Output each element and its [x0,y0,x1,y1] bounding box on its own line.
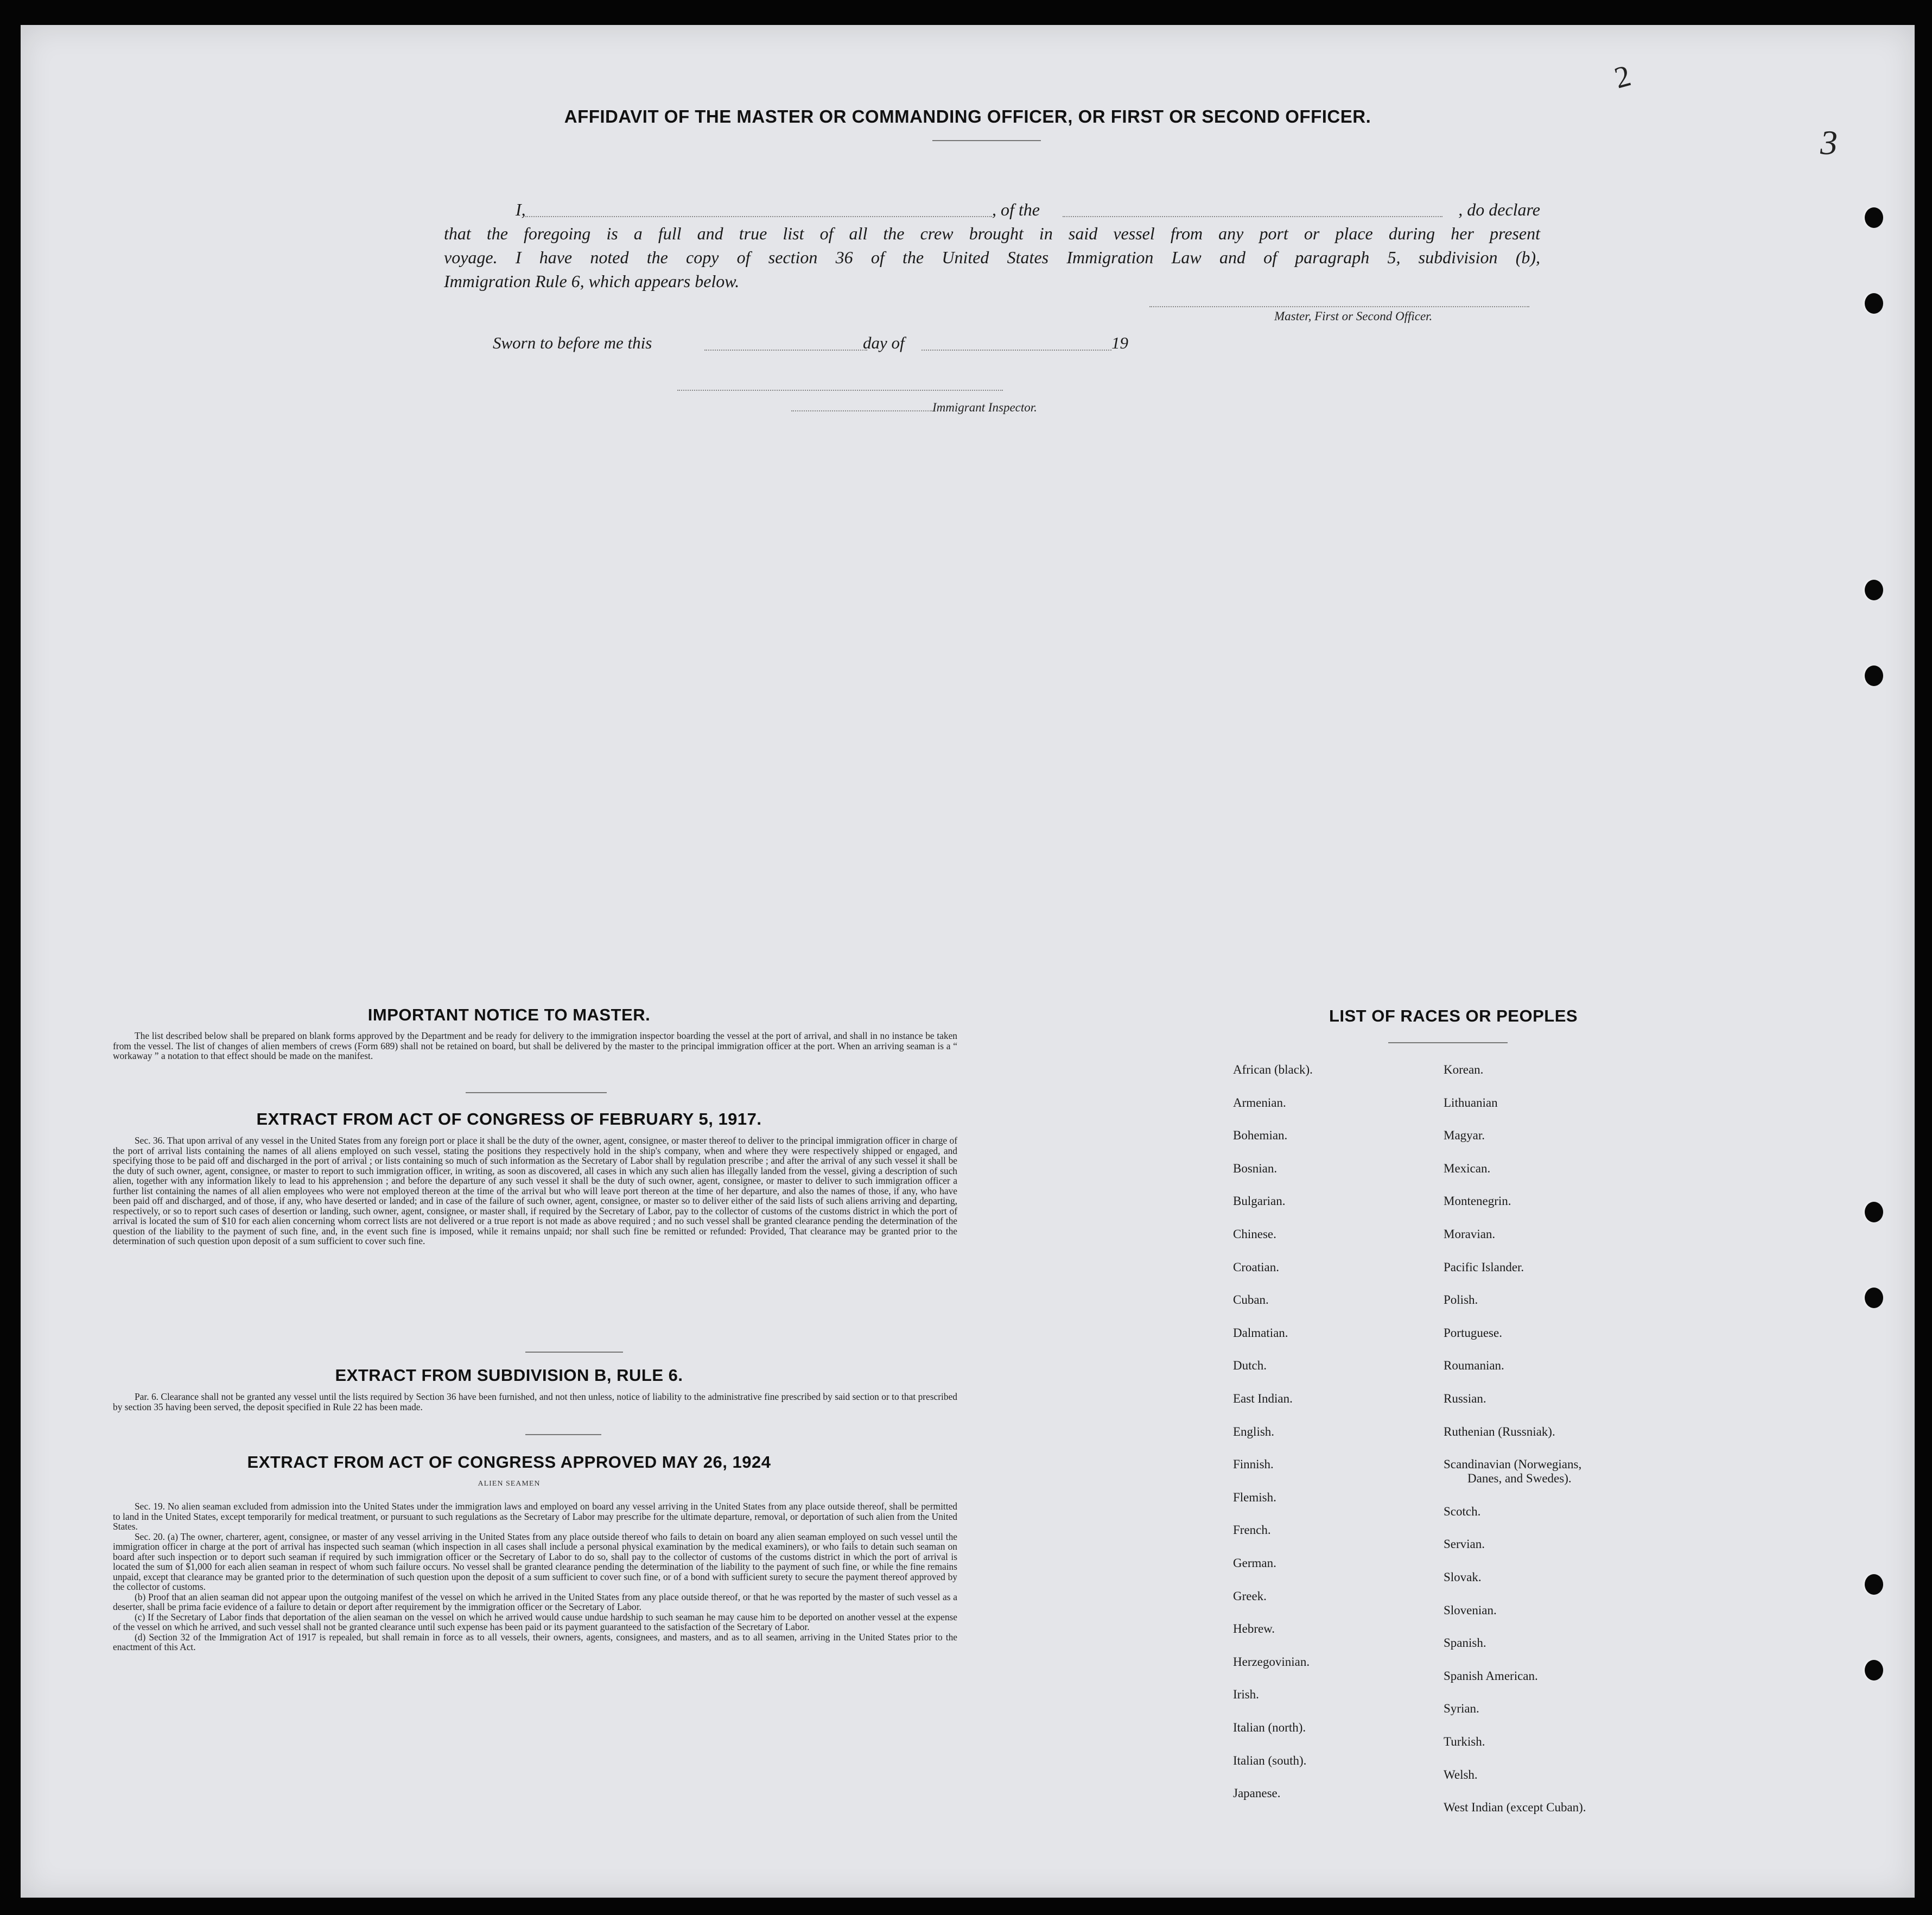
declaration-line: voyage. I have noted the copy of section 36 of the United States Immigration Law and of paragraph 5, subdivision (b), [444,248,1540,267]
master-signature-line [1149,306,1529,307]
race-item: Scotch. [1444,1504,1481,1518]
race-item: Herzegovinian. [1233,1654,1310,1669]
sec-20b: (b) Proof that an alien seaman did not appear upon the outgoing manifest of the vessel on which he arrived in the United States from any place outside thereof, or that he was reported by the master of such vessel as a deserter, shall be prima facie evidence of a failure to detain or deport after requirement by the immigration officer or the Secretary of Labor. [113,1591,957,1612]
race-item: Lithuanian [1444,1095,1498,1109]
punch-hole [1865,1288,1883,1308]
punch-hole [1865,1660,1883,1681]
race-item: Servian. [1444,1537,1485,1551]
extract-1924-body [113,1501,957,1652]
month-blank [921,350,1111,351]
punch-hole [1865,580,1883,600]
handwritten-mark: 3 [1820,123,1838,162]
race-item: Welsh. [1444,1767,1478,1781]
declaration-line: Immigration Rule 6, which appears below. [444,271,740,291]
extract-1917-title: EXTRACT FROM ACT OF CONGRESS OF FEBRUARY 5, 1917. [256,1109,762,1128]
sec-20a: Sec. 20. (a) The owner, charterer, agent, consignee, or master of any vessel arriving in the United States from any place outside thereof who fails to detain on board any alien seaman employed on such vessel until the immigration officer in charge at the port of arrival has inspected such seaman (which inspection in all cases shall include a personal physical examination by the medical examiners), or who fails to detain such seaman on board after such inspection or to deport such seaman if required by such immigration officer or the Secretary of Labor to do so, shall pay to the collector of customs of the customs district in which the port of arrival is located the sum of $1,000 for each alien seaman in respect of whom such failure occurs. No vessel shall be granted clearance pending the determination of the liability to the payment of such fine, or while the fine remains unpaid, except that clearance may be granted prior to the determination of such question upon the deposit of a sum sufficient to cover such fine, or of a bond with sufficient surety to secure the payment thereof approved by the collector of customs. [113,1531,957,1592]
race-item: Cuban. [1233,1293,1269,1307]
race-item: Portuguese. [1444,1326,1502,1340]
race-item: Montenegrin. [1444,1194,1511,1208]
race-item: Bohemian. [1233,1128,1288,1143]
race-item: Slovenian. [1444,1603,1497,1617]
affidavit-title: AFFIDAVIT OF THE MASTER OR COMMANDING OFFICER, OR FIRST OR SECOND OFFICER. [564,106,1371,126]
race-item: Pacific Islander. [1444,1260,1524,1274]
sworn-text: Sworn to before me this [493,333,652,352]
race-item: West Indian (except Cuban). [1444,1800,1586,1815]
race-item: Hebrew. [1233,1622,1275,1636]
race-item: Danes, and Swedes). [1467,1472,1572,1486]
race-item: Syrian. [1444,1702,1479,1716]
year-prefix: 19 [1111,333,1128,352]
race-item: Italian (south). [1233,1753,1307,1767]
handwritten-mark: 2 [1611,59,1635,96]
race-item: Roumanian. [1444,1359,1504,1373]
declaration-of-the: , of the [992,200,1040,219]
notice-body: The list described below shall be prepared on blank forms approved by the Department and be ready for delivery to the immigration inspector boarding the vessel at the port of arrival, and shall in no instance be taken from the vessel. The list of changes of alien members of crews (Form 689) shall not be retained on board, but shall be delivered by the master to the principal immigration officer at the port. When an arriving seaman is a “ workaway ” a notation to that effect should be made on the manifest. [113,1030,957,1061]
sec-20d: (d) Section 32 of the Immigration Act of 1917 is repealed, but shall remain in force as to all vessels, their owners, agents, consignees, and masters, and as to all seamen, arriving in the United States prior to the enactment of this Act. [113,1631,957,1652]
race-item: Russian. [1444,1392,1486,1405]
punch-hole [1865,665,1883,686]
document-sheet [21,25,1915,1898]
race-item: Italian (north). [1233,1721,1306,1734]
sec-19: Sec. 19. No alien seaman excluded from admission into the United States under the immigration laws and employed on board any vessel arriving in the United States from any place outside thereof, shall be permitted to land in the United States, except temporarily for medical treatment, or pursuant to such regulations as the Secretary of Labor may prescribe for the ultimate departure, removal, or deportation of such alien from the United States. [113,1501,957,1532]
extract-rule6-body: Par. 6. Clearance shall not be granted any vessel until the lists required by Section 36 have been furnished, and not then unless, notice of liability to the administrative fine prescribed by said section or to that prescribed by section 35 having been served, the deposit specified in Rule 22 has been made. [113,1391,957,1412]
inspector-signature-line [677,390,1003,391]
race-item: Moravian. [1444,1227,1496,1241]
race-item: Spanish American. [1444,1669,1538,1683]
divider [466,1092,607,1093]
extract-1924-subtitle: ALIEN SEAMEN [478,1480,541,1488]
race-item: Magyar. [1444,1128,1485,1143]
race-item: Ruthenian (Russniak). [1444,1424,1555,1438]
punch-hole [1865,207,1883,228]
race-item: French. [1233,1523,1271,1537]
race-item: Bulgarian. [1233,1194,1286,1208]
race-item: English. [1233,1424,1275,1438]
race-item: Dalmatian. [1233,1326,1288,1340]
race-item: Chinese. [1233,1227,1276,1241]
divider [1388,1042,1508,1043]
race-item: Greek. [1233,1589,1267,1603]
race-item: Turkish. [1444,1735,1485,1748]
race-item: Irish. [1233,1688,1259,1702]
vessel-blank [1063,216,1442,217]
extract-rule6-title: EXTRACT FROM SUBDIVISION B, RULE 6. [335,1366,683,1385]
master-caption: Master, First or Second Officer. [1274,309,1433,323]
divider [525,1352,623,1353]
extract-1924-title: EXTRACT FROM ACT OF CONGRESS APPROVED MAY 26, 1924 [247,1453,771,1472]
divider [525,1434,601,1435]
name-blank [525,216,992,217]
race-item: Slovak. [1444,1570,1482,1584]
race-item: Mexican. [1444,1161,1491,1175]
race-item: Korean. [1444,1063,1484,1076]
declaration-declare: , do declare [1458,200,1540,219]
sec-20c: (c) If the Secretary of Labor finds that deportation of the alien seaman on the vessel on which he arrived would cause undue hardship to such seaman he may cause him to be deported on another vessel at the expense of the vessel on which he arrived, and such vessel shall not be granted clearance until such expense has been paid or its payment guaranteed to the satisfaction of the Secretary of Labor. [113,1611,957,1632]
races-title: LIST OF RACES OR PEOPLES [1329,1006,1578,1025]
race-item: Armenian. [1233,1095,1286,1109]
punch-hole [1865,293,1883,314]
race-item: Finnish. [1233,1457,1274,1472]
race-item: East Indian. [1233,1392,1293,1405]
race-item: Bosnian. [1233,1161,1278,1175]
race-item: Dutch. [1233,1359,1267,1373]
punch-hole [1865,1574,1883,1595]
extract-1917-body: Sec. 36. That upon arrival of any vessel in the United States from any foreign port or place it shall be the duty of the owner, agent, consignee, or master thereof to deliver to the principal immigration officer in charge of the port of arrival lists containing the names of all aliens employed on such vessel, stating the positions they respectively hold in the ship's company, when and where they were respectively shipped or engaged, and specifying those to be paid off and discharged in the port of arrival ; or lists containing so much of such information as the Secretary of Labor shall by regulation prescribe ; and after the arrival of any such vessel it shall be the duty of such owner, agent, consignee, or master to report to such immigration officer, in writing, as soon as discovered, all cases in which any such alien has illegally landed from the vessel, giving a description of such alien, together with any information likely to lead to his apprehension ; and before the departure of any such vessel it shall be the duty of such owner, agent, consignee, or master to deliver to such immigration officer a further list containing the names of all alien employees who were not employed thereon at the time of the arrival but who will leave port thereon at the time of her departure, and also the names of those, if any, who have been paid off and discharged, and of those, if any, who have deserted or landed; and in case of the failure of such owner, agent, consignee, or master so to deliver either of the said lists of such aliens arriving and departing, respectively, or so to report such cases of desertion or landing, such owner, agent, consignee, or master shall, if required by the Secretary of Labor, pay to the collector of customs of the customs district in which the port of arrival is located the sum of $10 for each alien concerning whom correct lists are not delivered or a true report is not made as above required ; and no such vessel shall be granted clearance pending the determination of the question of the liability to the payment of such fine, and, in the event such fine is imposed, while it remains unpaid; nor shall such fine be remitted or refunded: Provided, That clearance may be granted prior to the determination of such question upon deposit of a sum sufficient to cover such fine. [113,1135,957,1246]
race-item: Polish. [1444,1293,1478,1307]
race-item: Japanese. [1233,1786,1281,1800]
inspector-caption: Immigrant Inspector. [932,401,1037,414]
sworn-day-blank [704,350,867,351]
punch-hole [1865,1202,1883,1222]
inspector-caption-leader [791,410,932,411]
race-item: Spanish. [1444,1636,1486,1650]
race-item: German. [1233,1556,1276,1570]
race-item: Scandinavian (Norwegians, [1444,1457,1582,1472]
affidavit-declaration [444,198,1540,293]
day-of-text: day of [863,333,905,352]
declaration-line: that the foregoing is a full and true list of all the crew brought in said vessel from any port or place during her present [444,224,1540,243]
divider [932,140,1041,141]
notice-title: IMPORTANT NOTICE TO MASTER. [367,1005,651,1024]
race-item: Flemish. [1233,1490,1276,1504]
race-item: Croatian. [1233,1260,1279,1274]
declaration-i: I, [516,200,526,219]
race-item: African (black). [1233,1063,1313,1076]
